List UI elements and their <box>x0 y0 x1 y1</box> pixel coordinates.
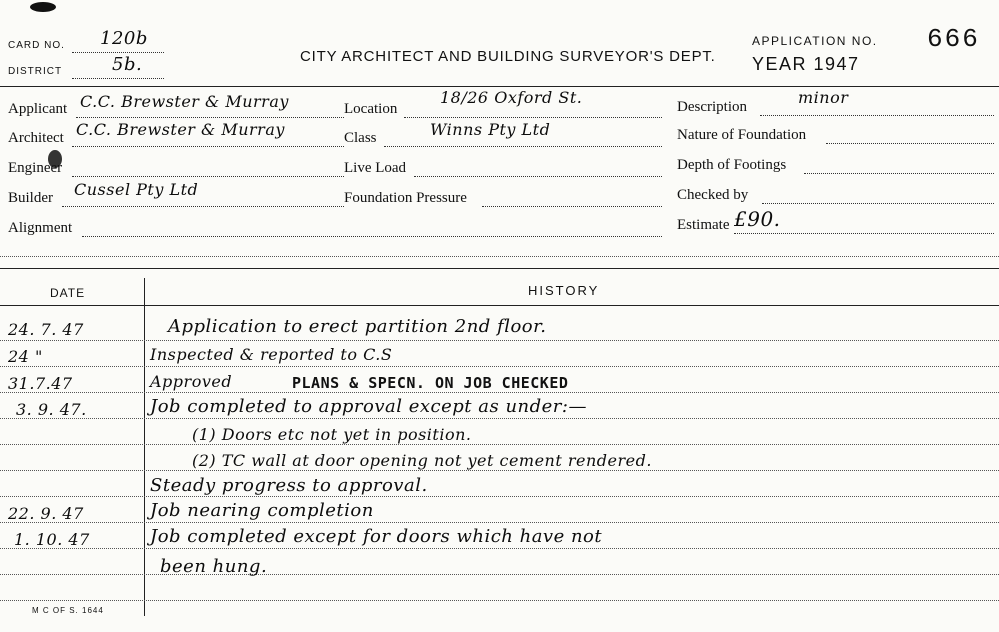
history-text: Job nearing completion <box>150 500 374 521</box>
depth-of-footings-label: Depth of Footings <box>677 157 787 173</box>
history-text: Job completed to approval except as under:— <box>150 396 587 417</box>
architect-value: C.C. Brewster & Murray <box>76 120 285 139</box>
department-title: CITY ARCHITECT AND BUILDING SURVEYOR'S DEPT. <box>300 48 716 65</box>
history-text: Steady progress to approval. <box>150 475 428 496</box>
ink-blot <box>30 2 56 12</box>
form-code: M C OF S. 1644 <box>32 606 104 615</box>
history-typed-text: PLANS & SPECN. ON JOB CHECKED <box>292 374 569 392</box>
alignment-label: Alignment <box>8 220 73 236</box>
district-value: 5b. <box>112 54 143 75</box>
estimate-label: Estimate <box>677 217 730 233</box>
history-date: 31.7.47 <box>8 374 73 393</box>
applicant-value: C.C. Brewster & Murray <box>80 92 289 111</box>
checked-by-label: Checked by <box>677 187 749 203</box>
estimate-value: £90. <box>734 207 781 231</box>
location-label: Location <box>344 101 398 117</box>
history-text: been hung. <box>160 556 268 577</box>
district-label: DISTRICT <box>8 66 63 77</box>
builder-label: Builder <box>8 190 53 206</box>
card-no-label: CARD NO. <box>8 40 65 51</box>
date-column-header: DATE <box>50 286 86 300</box>
history-date: 22. 9. 47 <box>8 504 84 523</box>
history-column-header: HISTORY <box>528 283 600 298</box>
history-date: 3. 9. 47. <box>16 400 87 419</box>
class-value: Winns Pty Ltd <box>430 120 551 139</box>
description-value: minor <box>798 88 849 107</box>
history-date: 24 " <box>8 347 43 366</box>
card-no-value: 120b <box>100 28 148 49</box>
history-text: (2) TC wall at door opening not yet cement rendered. <box>192 451 652 470</box>
history-text: Approved <box>150 372 233 391</box>
year-label: YEAR 1947 <box>752 54 860 74</box>
history-text: Job completed except for doors which have not <box>150 526 603 547</box>
engineer-label: Engineer <box>8 160 63 176</box>
date-column-divider <box>144 278 145 616</box>
history-text: Application to erect partition 2nd floor. <box>168 316 547 337</box>
application-no-label: APPLICATION NO. <box>752 34 878 48</box>
history-text: Inspected & reported to C.S <box>150 345 393 364</box>
history-date: 1. 10. 47 <box>14 530 90 549</box>
application-number: 666 <box>927 24 980 54</box>
nature-of-foundation-label: Nature of Foundation <box>677 127 807 143</box>
foundation-pressure-label: Foundation Pressure <box>344 190 467 206</box>
description-label: Description <box>677 99 747 115</box>
class-label: Class <box>344 130 377 146</box>
architect-label: Architect <box>8 130 64 146</box>
live-load-label: Live Load <box>344 160 407 176</box>
location-value: 18/26 Oxford St. <box>440 88 583 107</box>
builder-value: Cussel Pty Ltd <box>74 180 199 199</box>
applicant-label: Applicant <box>8 101 68 117</box>
history-date: 24. 7. 47 <box>8 320 84 339</box>
history-text: (1) Doors etc not yet in position. <box>192 425 472 444</box>
